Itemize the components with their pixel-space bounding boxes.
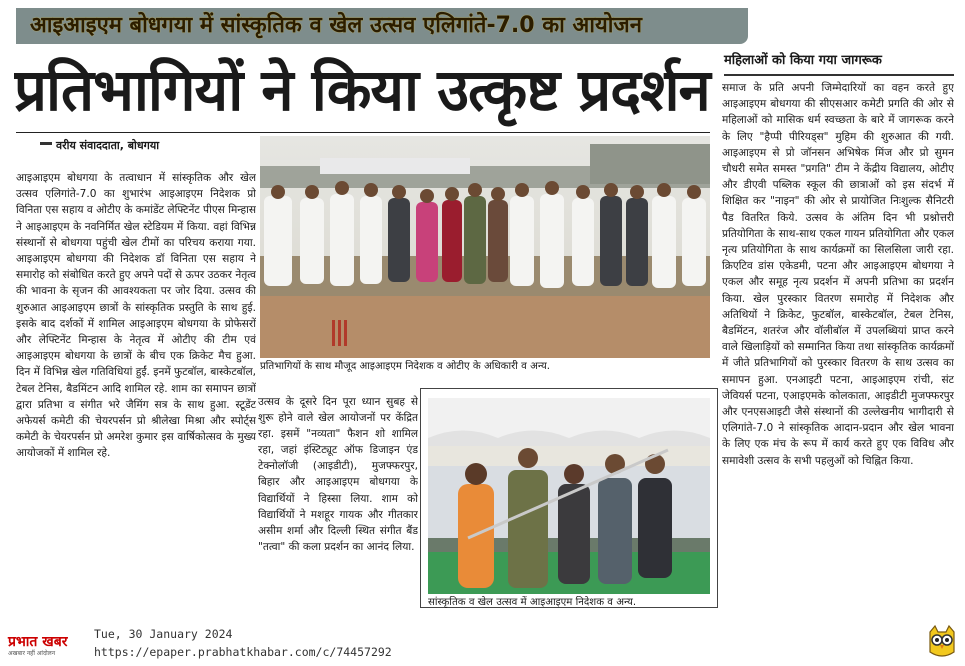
article-text-1: आइआइएम बोधगया के तत्वाधान में सांस्कृतिक और खेल उत्सव एलिगांते-7.0 का शुभारंभ आइआइएम निदेशक प्रो विनिता एस सहाय व ओटीए के कमांडेंट लेफ्टिनेंट पीएस मिन्हास ने आइआइएम के नवनिर्मित खेल स्टेडियम में किया. वहां विभिन्न संस्थानों से बोधगया पहुंची खेल टीमों का परिचय कराया गया. आइआइएम बोधगया की निदेशक डॉ विनिता एस सहाय ने समारोह को संबोधित करते हुए अपने पदों से ऊपर उठकर नेतृत्व की भावना के सृजन की आवश्यकता पर जोर दिया. उत्सव की शुरुआत आइआइएम छात्रों के सांस्कृतिक प्रस्तुति के साथ हुई. इसके बाद दर्शकों में शामिल आइआइएम बोधगया के प्रोफेसरों और लेफ्टिनेंट मिन्हास के नेतृत्व में ओटीए की टीम एवं आइआइएम बोधगया के छात्रों के बीच एक क्रिकेट मैच हुआ. दिन में विभिन्न खेल गतिविधियां हुईं. इनमें फुटबॉल, बास्केटबॉल, टेबल टेनिस, बैडमिंटन आदि शामिल रहे. शाम का समापन छात्रों द्वारा प्रतिभा व संगीत भरे जैमिंग सत्र के साथ हुआ. स्टूडेंट अफेयर्स कमेटी की चेयरपर्सन प्रो श्रीलेखा मिश्रा और स्पोर्ट्स कमेटी के चेयरपर्सन प्रो अमरेश कुमार इस वार्षिकोत्सव के मुख्य आयोजकों में शामिल रहे. bbox=[16, 172, 256, 460]
byline-marker bbox=[40, 142, 52, 145]
side-heading-rule bbox=[724, 74, 954, 76]
headline: प्रतिभागियों ने किया उत्कृष्ट प्रदर्शन bbox=[14, 56, 710, 124]
photo-caption-1: प्रतिभागियों के साथ मौजूद आइआइएम निदेशक व ओटीए के अधिकारी व अन्य. bbox=[260, 361, 551, 372]
article-column-3 bbox=[722, 80, 954, 610]
logo-text: प्रभात खबर bbox=[8, 634, 68, 650]
newspaper-logo bbox=[8, 632, 67, 657]
inauguration-photo bbox=[428, 398, 710, 594]
article-text-2: उत्सव के दूसरे दिन पूरा ध्यान सुबह से शुरू होने वाले खेल आयोजनों पर केंद्रित रहा. इसमें "नव्यता" फैशन शो शामिल रहा, जहां इंस्टिट्यूट ऑफ डिजाइन एंड टेक्नोलॉजी (आइडीटी), मुजफ्फरपुर, बिहार और आइआइएम बोधगया के विद्यार्थियों ने हिस्सा लिया. शाम को विद्यार्थियों ने मशहूर गायक और गीतकार असीम शर्मा और दिल्ली स्थित संगीत बैंड "तत्वा" की कला प्रदर्शन का आनंद लिया. bbox=[258, 396, 418, 553]
kicker-band bbox=[16, 8, 748, 44]
kicker-text: आइआइएम बोधगया में सांस्कृतिक व खेल उत्सव एलिगांते-7.0 का आयोजन bbox=[30, 13, 642, 38]
side-heading: महिलाओं को किया गया जागरूक bbox=[724, 53, 882, 68]
photo-caption-2: सांस्कृतिक व खेल उत्सव में आइआइएम निदेशक व अन्य. bbox=[428, 597, 637, 608]
group-photo bbox=[260, 136, 710, 358]
owl-icon bbox=[926, 624, 958, 660]
article-column-2 bbox=[258, 394, 418, 612]
byline: वरीय संवाददाता, बोधगया bbox=[56, 139, 160, 152]
edition-date: Tue, 30 January 2024 bbox=[94, 627, 233, 641]
edition-url[interactable]: https://epaper.prabhatkhabar.com/c/74457292 bbox=[94, 645, 392, 659]
article-text-3: समाज के प्रति अपनी जिम्मेदारियों का वहन करते हुए आइआइएम बोधगया की सीएसआर कमेटी प्रगति की ओर से महिलाओं को मासिक धर्म स्वच्छता के बारे में जागरूक करने के लिए "हैप्पी पीरियड्स" मुहिम की शुरुआत की गयी. आइआइएम से प्रो जॉनसन अभिषेक मिंज और प्रो सुमन चौधरी समेत समस्त "प्रगति" टीम ने केंद्रीय विद्यालय, ओटीए और डीएवी पब्लिक स्कूल की छात्राओं को इस संदर्भ में शिक्षित कर "नाइन" की ओर से प्रायोजित निःशुल्क सैनिटरी पैड वितरित किये. उत्सव के अंतिम दिन भी प्रश्नोत्तरी प्रतियोगिता के साथ-साथ एकल गायन प्रतियोगिता और एकल नृत्य प्रतियोगिता के साथ कार्यक्रमों का सिलसिला जारी रहा. क्रिएटिव डांस एकेडमी, पटना और आइआइएम बोधगया ने एकल और समूह नृत्य प्रदर्शन में अपनी प्रतिभा का प्रदर्शन किया. खेल पुरस्कार वितरण समारोह में निदेशक और अतिथियों ने क्रिकेट, फुटबॉल, बास्केटबॉल, टेबल टेनिस, बैडमिंटन, शतरंज और वॉलीबॉल में उपलब्धियां प्राप्त करने वाले खिलाड़ियों को सम्मानित किया तथा सांस्कृतिक कार्यक्रमों में जीते प्रतिभागियों को पुरस्कार वितरण के साथ उत्सव का समापन हुआ. एनआइटी पटना, आइआइएम रांची, संट जेवियर्स पटना, एआइएमके कोलकाता, आइडीटी मुजफ्फरपुर और एनएसआइटी जैसे संस्थानों की उल्लेखनीय भागीदारी से एलिगांते-7.0 ने सांस्कृतिक आदान-प्रदान और खेल भावना के लिए एक मंच के रूप में कार्य करते हुए एक विविध और समावेशी उत्सव के सभी पहलुओं को चिह्नित किया. bbox=[722, 82, 954, 467]
headline-rule bbox=[16, 132, 710, 133]
logo-tagline: अखबार नहीं आंदोलन bbox=[8, 650, 56, 657]
article-column-1 bbox=[16, 170, 256, 610]
